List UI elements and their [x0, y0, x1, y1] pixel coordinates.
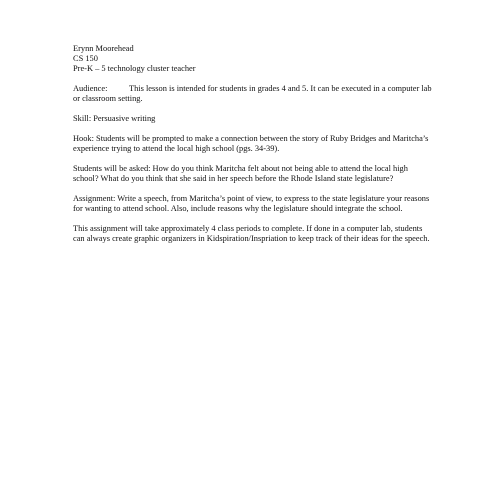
- document-page: [73, 44, 433, 244]
- course-code: CS 150: [73, 54, 98, 63]
- audience-paragraph: [73, 84, 433, 104]
- duration-paragraph: This assignment will take approximately 4 class periods to complete. If done in a computer lab, students can always create graphic organizers in Kidspiration/Inspriation to keep track of their ideas for the speech.: [73, 224, 430, 243]
- skill-paragraph: Skill: Persuasive writing: [73, 114, 156, 123]
- teacher-role: Pre-K – 5 technology cluster teacher: [73, 64, 196, 73]
- audience-label: Audience:: [73, 84, 108, 93]
- questions-paragraph: Students will be asked: How do you think Maritcha felt about not being able to attend the local high school? What do you think that she said in her speech before the Rhode Island state legislature?: [73, 164, 408, 183]
- author-name: Erynn Moorehead: [73, 44, 134, 53]
- assignment-paragraph: Assignment: Write a speech, from Maritcha’s point of view, to express to the state legislature your reasons for wanting to attend school. Also, include reasons why the legislature should integrate the school.: [73, 194, 430, 213]
- hook-paragraph: Hook: Students will be prompted to make a connection between the story of Ruby Bridges and Maritcha’s experience trying to attend the local high school (pgs. 34-39).: [73, 134, 429, 153]
- audience-text: This lesson is intended for students in grades 4 and 5. It can be executed in a computer lab or classroom setting.: [73, 84, 432, 103]
